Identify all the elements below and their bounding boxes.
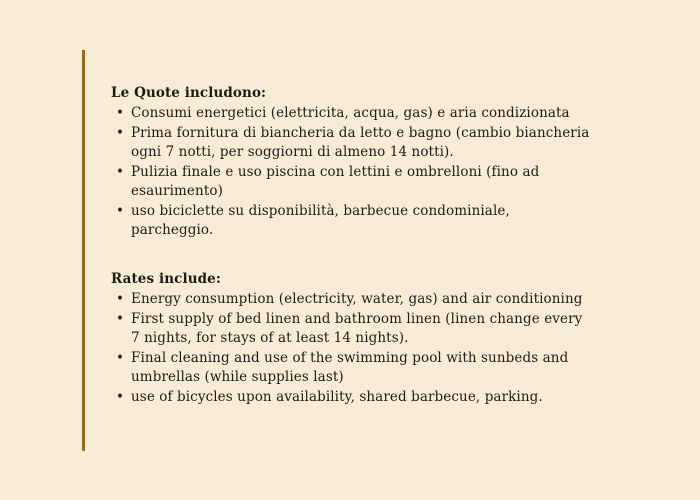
english-section	[111, 270, 591, 407]
accent-bar	[82, 50, 85, 451]
italian-included-list	[111, 104, 591, 241]
english-included-list	[111, 290, 591, 407]
italian-section	[111, 84, 591, 241]
list-item: • Energy consumption (electricity, water, gas) and air conditioning	[131, 290, 591, 310]
english-section-title: Rates include:	[111, 271, 221, 287]
list-item: • Consumi energetici (elettricita, acqua, gas) e aria condizionata	[131, 104, 591, 124]
list-item: • uso biciclette su disponibilità, barbecue condominiale, parcheggio.	[131, 202, 591, 241]
italian-section-title: Le Quote includono:	[111, 85, 267, 101]
list-item: • Prima fornitura di biancheria da letto e bagno (cambio biancheria ogni 7 notti, per soggiorni di almeno 14 notti).	[131, 124, 591, 163]
list-item: • First supply of bed linen and bathroom linen (linen change every 7 nights, for stays of at least 14 nights).	[131, 310, 591, 349]
list-item: • Pulizia finale e uso piscina con lettini e ombrelloni (fino ad esaurimento)	[131, 163, 591, 202]
list-item: • use of bicycles upon availability, shared barbecue, parking.	[131, 388, 591, 408]
list-item: • Final cleaning and use of the swimming pool with sunbeds and umbrellas (while supplies last)	[131, 349, 591, 388]
